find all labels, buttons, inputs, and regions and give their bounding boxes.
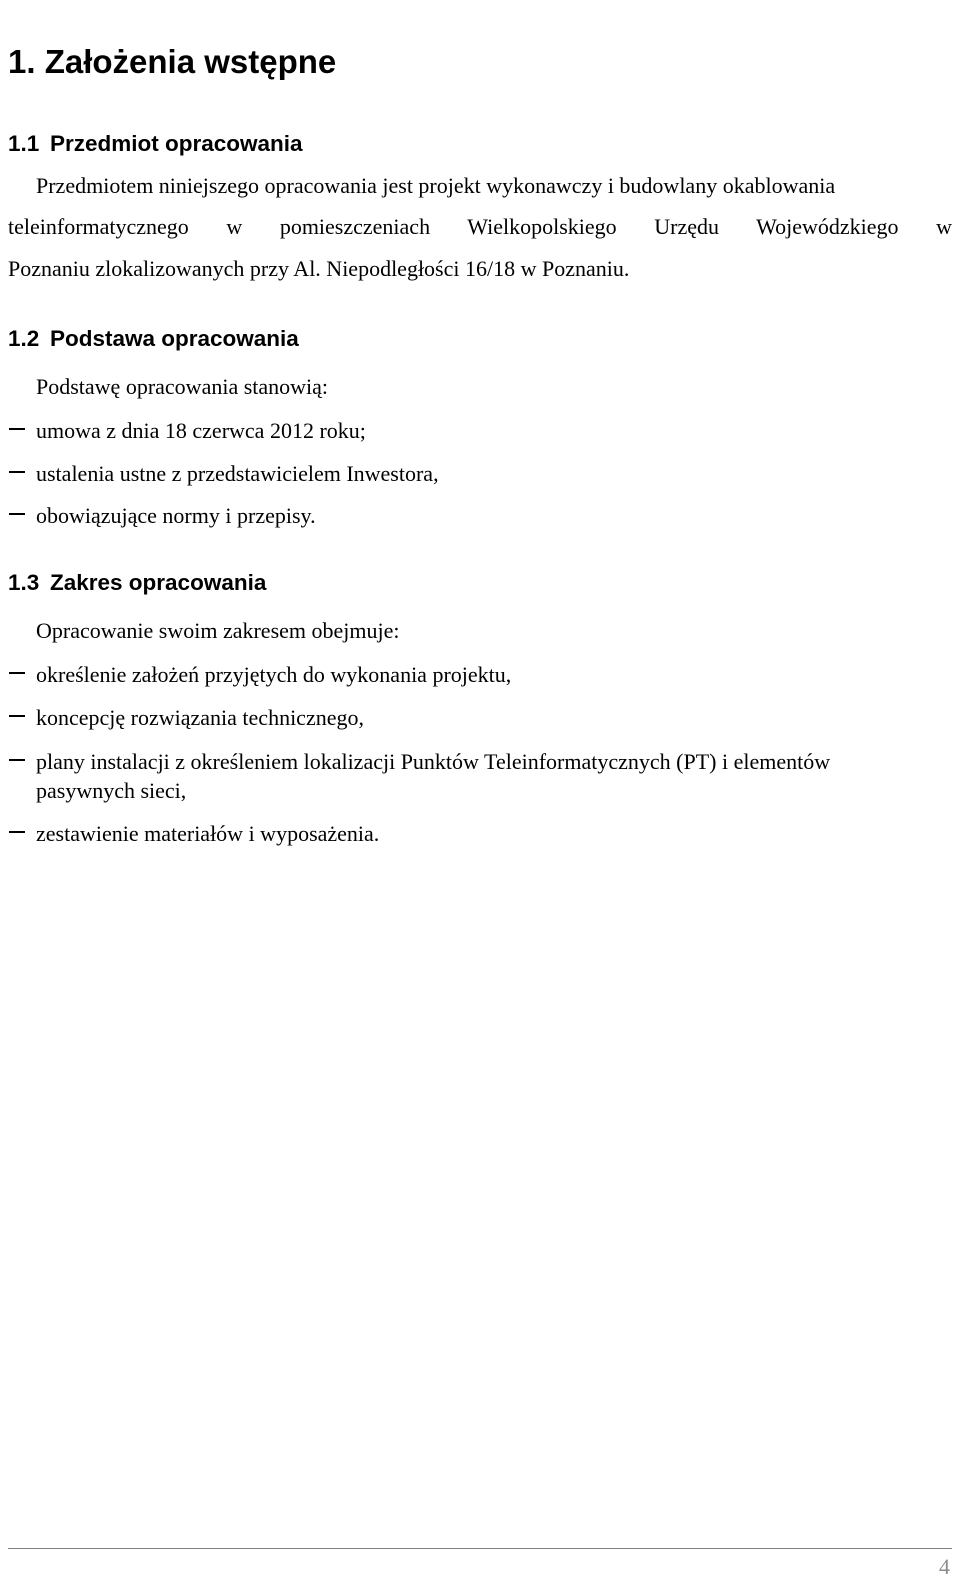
list-item: obowiązujące normy i przepisy.	[36, 503, 316, 528]
section-1-2-heading	[8, 324, 299, 354]
section-number: 1.1	[8, 131, 40, 156]
section-title: Podstawa opracowania	[50, 326, 299, 351]
paragraph-line: Poznaniu zlokalizowanych przy Al. Niepodległości 16/18 w Poznaniu.	[8, 256, 630, 281]
list-item: określenie założeń przyjętych do wykonania projektu,	[36, 662, 512, 687]
list-item: plany instalacji z określeniem lokalizacji Punktów Teleinformatycznych (PT) i elementów	[36, 749, 831, 774]
list-item: koncepcję rozwiązania technicznego,	[36, 705, 364, 730]
section-intro: Opracowanie swoim zakresem obejmuje:	[36, 618, 400, 643]
dash-bullet-icon	[9, 428, 25, 430]
section-number: 1.2	[8, 326, 40, 351]
section-1-1-heading	[8, 129, 303, 159]
paragraph-line: teleinformatycznego w pomieszczeniach Wielkopolskiego Urzędu Wojewódzkiego w	[8, 214, 952, 239]
page-number: 4	[939, 1554, 950, 1579]
dash-bullet-icon	[9, 672, 25, 674]
dash-bullet-icon	[9, 759, 25, 761]
list-item: zestawienie materiałów i wyposażenia.	[36, 821, 380, 846]
dash-bullet-icon	[9, 715, 25, 717]
section-title: Przedmiot opracowania	[50, 131, 303, 156]
list-item-continuation: pasywnych sieci,	[36, 778, 187, 803]
dash-bullet-icon	[9, 831, 25, 833]
footer-divider	[8, 1548, 952, 1549]
dash-bullet-icon	[9, 513, 25, 515]
section-number: 1.3	[8, 570, 40, 595]
dash-bullet-icon	[9, 471, 25, 473]
page-heading: 1. Założenia wstępne	[8, 43, 337, 80]
paragraph-line: Przedmiotem niniejszego opracowania jest projekt wykonawczy i budowlany okablowania	[36, 173, 836, 198]
list-item: umowa z dnia 18 czerwca 2012 roku;	[36, 418, 366, 443]
list-item: ustalenia ustne z przedstawicielem Inwestora,	[36, 461, 439, 486]
section-1-3-heading	[8, 568, 266, 598]
section-intro: Podstawę opracowania stanowią:	[36, 374, 329, 399]
section-title: Zakres opracowania	[50, 570, 267, 595]
